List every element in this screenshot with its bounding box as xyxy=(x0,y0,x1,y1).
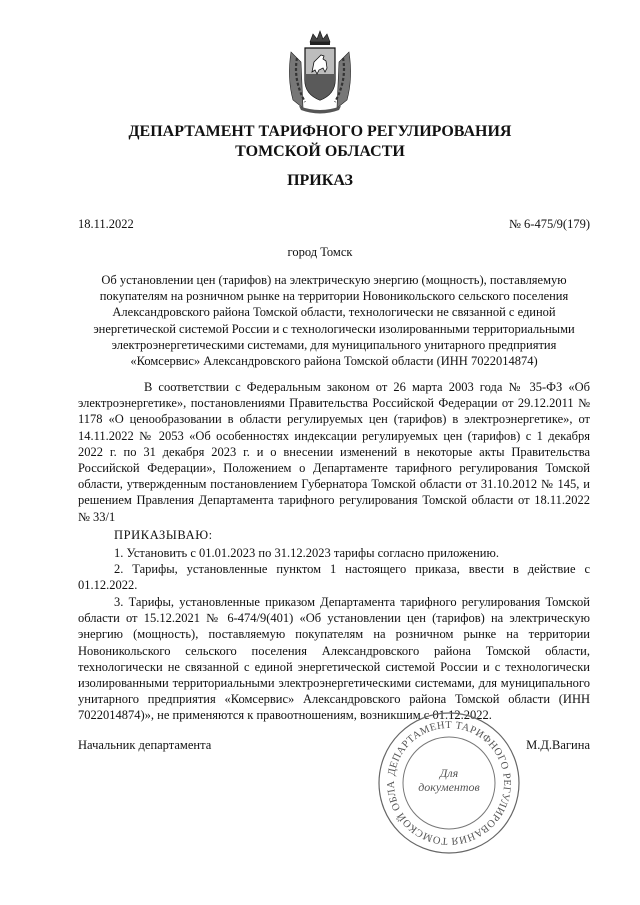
stamp-center-line1: Для xyxy=(439,766,459,780)
signatory-position: Начальник департамента xyxy=(78,738,212,752)
department-title-line1: ДЕПАРТАМЕНТ ТАРИФНОГО РЕГУЛИРОВАНИЯ xyxy=(128,123,512,140)
order-item-2: 2. Тарифы, установленные пунктом 1 настоящего приказа, ввести в действие с 01.12.2022. xyxy=(78,562,590,593)
signatory-name: М.Д.Вагина xyxy=(526,738,590,752)
order-item-3: 3. Тарифы, установленные приказом Департамента тарифного регулирования Томской области от 15.12.2021 № 6-474/9(401) «Об установлении цен (тарифов) на электрическую энергию (мощность), поставляемую покупателям на розничном рынке на территории Новоникольского сельского поселения Александровского района Томской области, технологически не связанной с единой энергетической системой России и с технологически изолированными территориальными электроэнергетическими системами, для муниципального унитарного предприятия «Комсервис» Александровского района Томской области (ИНН 7022014874)», не применяются к правоотношениям, возникшим с 01.12.2022. xyxy=(78,595,590,723)
department-title-line2: ТОМСКОЙ ОБЛАСТИ xyxy=(235,143,405,160)
order-number: № 6-475/9(179) xyxy=(508,217,590,231)
coat-of-arms-icon xyxy=(283,28,357,114)
order-word: ПРИКАЗЫВАЮ: xyxy=(114,528,213,542)
order-city: город Томск xyxy=(287,245,353,259)
order-subject: Об установлении цен (тарифов) на электрическую энергию (мощность), поставляемую покупателям на розничном рынке на территории Новоникольского сельского поселения Александровского района Томской области, технологически не связанной с единой энергетической системой России и с технологически изолированными территориальными электроэнергетическими системами, для муниципального унитарного предприятия «Комсервис» Александровского района Томской области (ИНН 7022014874) xyxy=(93,273,575,369)
official-stamp xyxy=(376,710,522,856)
stamp-ring-text: ДЕПАРТАМЕНТ ТАРИФНОГО РЕГУЛИРОВАНИЯ ТОМСКОЙ ОБЛА xyxy=(385,719,513,847)
order-date: 18.11.2022 xyxy=(78,217,134,231)
stamp-center-line2: документов xyxy=(418,780,480,794)
preamble-paragraph: В соответствии с Федеральным законом от 26 марта 2003 года № 35-ФЗ «Об электроэнергетике», постановлениями Правительства Российской Федерации от 29.12.2011 № 1178 «О ценообразовании в области регулируемых цен (тарифов) в электроэнергетике», от 14.11.2022 № 2053 «Об особенностях индексации регулируемых цен (тарифов) с 1 декабря 2022 г. по 31 декабря 2023 г. и о внесении изменений в некоторые акты Правительства Российской Федерации», Положением о Департаменте тарифного регулирования Томской области, утвержденным постановлением Губернатора Томской области от 31.10.2012 № 145, и решением Правления Департамента тарифного регулирования Томской области от 18.11.2022 № 33/1 xyxy=(78,380,590,524)
order-item-1: 1. Установить с 01.01.2023 по 31.12.2023 тарифы согласно приложению. xyxy=(114,546,499,560)
department-title xyxy=(60,122,580,162)
document-type-heading: ПРИКАЗ xyxy=(287,172,353,189)
